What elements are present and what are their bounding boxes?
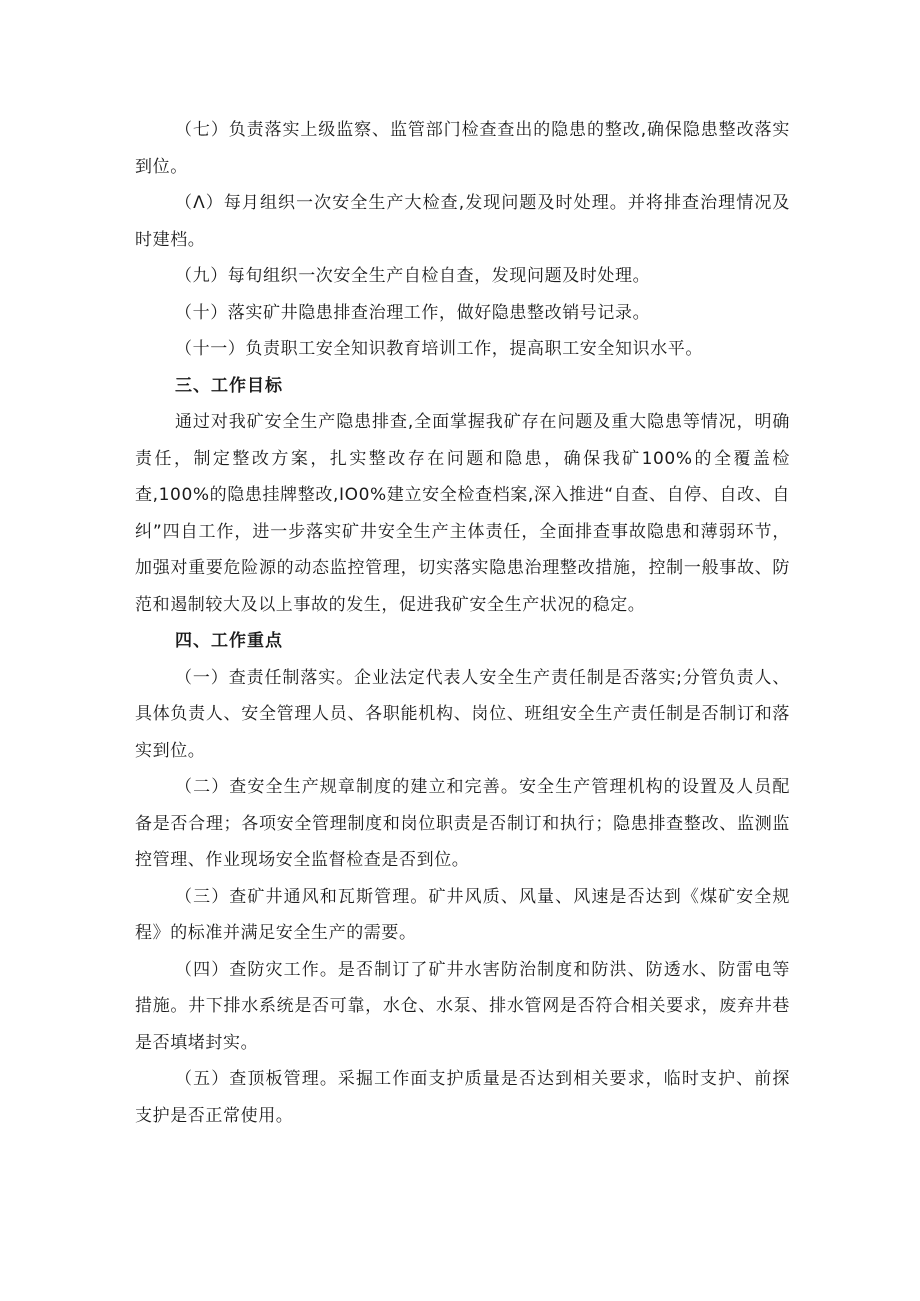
paragraph-item-10: （十）落实矿井隐患排查治理工作，做好隐患整改销号记录。 [175,302,651,323]
paragraph-work-goals: 通过对我矿安全生产隐患排查,全面掌握我矿存在问题及重大隐患等情况，明确责任，制定整改方案，扎实整改存在问题和隐患，确保我矿100%的全覆盖检查,100%的隐患挂牌整改,IO0%建立安全检查档案,深入推进“自查、自停、自改、自纠”四自工作，进一步落实矿井安全生产主体责任，全面排查事故隐患和薄弱环节，加强对重要危险源的动态监控管理，切实落实隐患治理整改措施，控制一般事故、防范和遏制较大及以上事故的发生，促进我矿安全生产状况的稳定。 [135,412,790,615]
paragraph-focus-1: （一）查责任制落实。企业法定代表人安全生产责任制是否落实;分管负责人、具体负责人、安全管理人员、各职能机构、岗位、班组安全生产责任制是否制订和落实到位。 [135,667,790,761]
paragraph-item-9: （九）每旬组织一次安全生产自检自查，发现问题及时处理。 [175,266,651,286]
paragraph-focus-2: （二）查安全生产规章制度的建立和完善。安全生产管理机构的设置及人员配备是否合理；各项安全管理制度和岗位职责是否制订和执行；隐患排查整改、监测监控管理、作业现场安全监督检查是否到位。 [135,777,790,870]
paragraph-item-8: （Λ）每月组织一次安全生产大检查,发现问题及时处理。并将排查治理情况及时建档。 [135,193,790,250]
paragraph-focus-3: （三）查矿井通风和瓦斯管理。矿井风质、风量、风速是否达到《煤矿安全规程》的标准并满足安全生产的需要。 [135,886,790,943]
section-heading-work-goals: 三、工作目标 [175,375,283,396]
paragraph-item-7: （七）负责落实上级监察、监管部门检查查出的隐患的整改,确保隐患整改落实到位。 [135,120,790,177]
paragraph-item-11: （十一）负责职工安全知识教育培训工作，提高职工安全知识水平。 [175,339,703,359]
paragraph-focus-5: （五）查顶板管理。采掘工作面支护质量是否达到相关要求，临时支护、前探支护是否正常使用。 [135,1069,790,1126]
section-heading-work-focus: 四、工作重点 [175,631,283,651]
document-body [135,112,790,1134]
paragraph-focus-4: （四）查防灾工作。是否制订了矿井水害防治制度和防洪、防透水、防雷电等措施。井下排水系统是否可靠，水仓、水泵、排水管网是否符合相关要求，废弃井巷是否填堵封实。 [135,959,790,1053]
